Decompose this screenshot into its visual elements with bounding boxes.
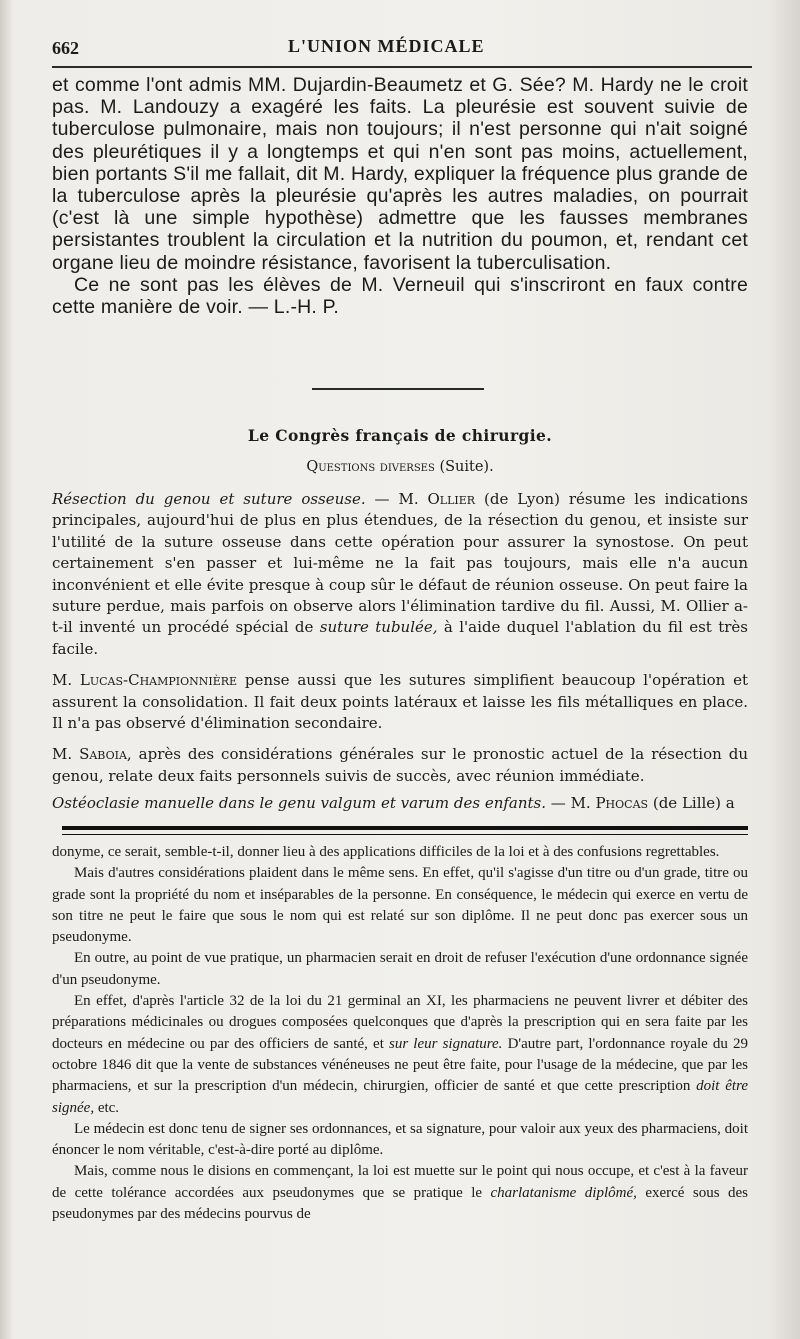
topic-heading: Ostéoclasie manuelle dans le genu valgum et varum des enfants.: [52, 794, 547, 813]
bulletin-closing-text: Ce ne sont pas les élèves de M. Verneuil qui s'inscriront en faux contre cette manière de voir. —: [52, 273, 748, 319]
congress-report: [52, 489, 748, 825]
feuilleton-paragraph: Mais d'autres considérations plaident dans le même sens. En effet, qu'il s'agisse d'un titre ou d'un grade, titre ou grade sont la propriété du nom et inséparables de la personne. En conséquence, le médecin qui exerce en vertu de son titre ne peut le faire que sous le nom qui est relaté sur son diplôme. Il ne peut donc pas exercer sous un pseudonyme.: [52, 865, 748, 946]
emphasis-text: sur leur signature.: [389, 1035, 503, 1052]
feuilleton-text-run: En effet, d'après l'article 32 de la loi du 21 germinal an XI, les pharmaciens ne peuvent livrer et débiter des préparations médicinales ou drogues composées quelconques que d'après la prescription qui en sera faite par les docteurs en médecine ou par des officiers de santé, et: [52, 993, 748, 1052]
feuilleton-text-run: etc.: [97, 1099, 120, 1116]
speaker-name: M. Saboia,: [52, 745, 132, 764]
bulletin-text: [52, 74, 748, 318]
report-text: à l'aide duquel l'ablation du fil est très facile.: [52, 618, 748, 658]
bulletin-paragraph: et comme l'ont admis MM. Dujardin-Beaumetz et G. Sée? M. Hardy ne le croit pas. M. Landouzy a exagéré les faits. La pleurésie est souvent suivie de tuberculose pulmonaire, mais non toujours; il n'est personne qui n'ait soigné des pleurétiques il y a longtemps et qui n'en sont pas moins, actuellement, bien portants S'il me fallait, dit M. Hardy, expliquer la fréquence plus grande de la tuberculose après la pleurésie qu'après les autres maladies, on pourrait (c'est là une simple hypothèse) admettre que les fausses membranes persistantes troublent la circulation et la nutrition du poumon, et, rendant cet organe lieu de moindre résistance, favorisent la tuberculisation.: [52, 74, 748, 274]
page-number: 662: [52, 38, 79, 58]
report-paragraph-lucas-championniere: [52, 670, 748, 734]
report-text: (de Lille) a: [652, 794, 735, 813]
section-separator: [312, 388, 484, 390]
subtitle-label: Questions diverses: [306, 459, 435, 475]
report-text: (de Lyon) résume les indications principales, aujourd'hui de plus en plus étendues, de la résection du genou, et insiste sur l'utilité de la suture osseuse dans cette opération pour assurer la synostose. On peut certainement s'en passer et lui-même ne la fait pas toujours, mais elle n'a aucun inconvénient et elle évite presque à coup sûr le défaut de réunion osseuse. On peut faire la suture perdue, mais parfois on observe alors l'élimination tardive du fil. Aussi, M. Ollier a-t-il inventé un procédé spécial de: [52, 490, 748, 637]
topic-heading: Résection du genou et suture osseuse.: [52, 490, 366, 508]
feuilleton-text: [52, 842, 748, 1225]
speaker-name: — M. Phocas: [550, 794, 649, 813]
header-rule: [52, 66, 752, 68]
feuilleton-rule: [62, 826, 748, 835]
bulletin-closing-paragraph: [52, 274, 748, 318]
feuilleton-paragraph: donyme, ce serait, semble-t-il, donner lieu à des applications difficiles de la loi et à des confusions regrettables.: [52, 844, 720, 860]
report-paragraph-phocas: [52, 793, 748, 814]
author-signature: L.-H. P.: [273, 296, 339, 319]
page-header: [52, 34, 752, 60]
section-title: Le Congrès français de chirurgie.: [247, 426, 553, 445]
feuilleton-paragraph: [52, 1161, 748, 1225]
running-title: L'UNION MÉDICALE: [288, 36, 485, 56]
feuilleton-text-run: exercé sous des pseudonymes par des médecins pourvus de: [52, 1184, 749, 1223]
feuilleton-paragraph: En outre, au point de vue pratique, un pharmacien serait en droit de refuser l'exécution d'une ordonnance signée d'un pseudonyme.: [52, 950, 748, 988]
speaker-name: — M. Ollier: [374, 490, 476, 508]
emphasis-text: suture tubulée,: [319, 618, 438, 637]
report-text: pense aussi que les sutures simplifient beaucoup l'opération et assurent la consolidation. Il fait deux points latéraux et laisse les fils métalliques en place. Il n'a pas observé d'élimination secondaire.: [52, 671, 748, 733]
emphasis-text: charlatanisme diplômé,: [490, 1184, 637, 1201]
emphasis-text: doit être signée,: [52, 1078, 749, 1116]
section-subtitle: [52, 459, 748, 475]
subtitle-suffix: (Suite).: [439, 459, 494, 475]
report-paragraph-saboia: [52, 744, 748, 787]
report-text: après des considérations générales sur le pronostic actuel de la résection du genou, relate deux faits personnels suivis de succès, avec réunion immédiate.: [52, 745, 748, 785]
report-paragraph-ollier: [52, 489, 748, 660]
feuilleton-text-run: Mais, comme nous le disions en commençant, la loi est muette sur le point qui nous occupe, et c'est à la faveur de cette tolérance accordées aux pseudonymes que se pratique le: [52, 1163, 748, 1201]
feuilleton-text-run: D'autre part, l'ordonnance royale du 29 octobre 1846 dit que la vente de substances vénéneuses ne peut être faite, pour l'usage de la médecine, que par les pharmaciens, et sur la prescription d'un médecin, chirurgien, officier de santé et que cette prescription: [52, 1035, 749, 1095]
feuilleton-paragraph: Le médecin est donc tenu de signer ses ordonnances, et sa signature, pour valoir aux yeux des pharmaciens, doit énoncer le nom véritable, c'est-à-dire porté au diplôme.: [52, 1120, 748, 1159]
feuilleton-paragraph: [52, 991, 748, 1119]
speaker-name: M. Lucas-Championnière: [52, 671, 238, 690]
